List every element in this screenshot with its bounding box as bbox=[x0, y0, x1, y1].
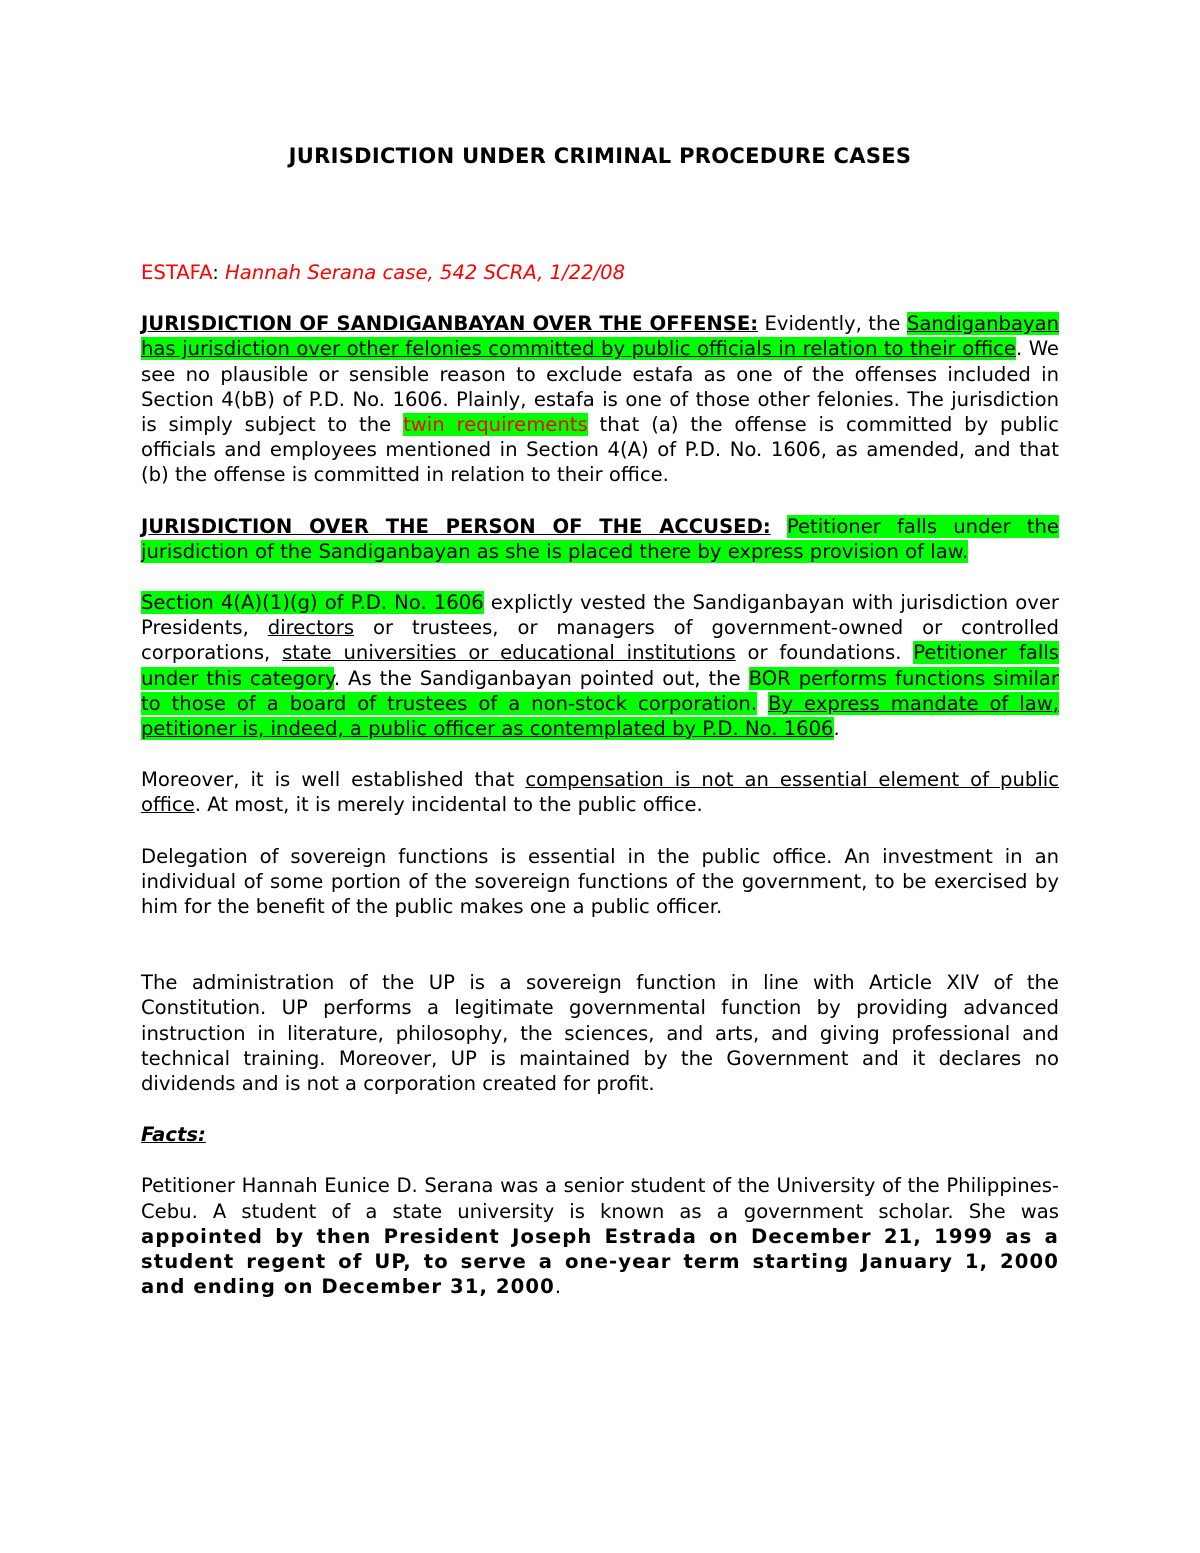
case-citation: Hannah Serana case, 542 SCRA, 1/22/08 bbox=[225, 261, 626, 284]
paragraph-text: Evidently, the bbox=[758, 312, 907, 336]
paragraph-text: . We see no plausible or sensible reason to exclude estafa as one of the offenses included in Section 4(bB) of P.D. No. 1606. Plainly, estafa is one of those other felonies. The jurisdiction is simply subject to the bbox=[141, 337, 1059, 437]
underline-directors: directors bbox=[267, 616, 355, 640]
facts-heading bbox=[141, 1122, 1059, 1147]
document-title: JURISDICTION UNDER CRIMINAL PROCEDURE CASES bbox=[288, 144, 912, 168]
offense-heading: JURISDICTION OF SANDIGANBAYAN OVER THE OFFENSE: bbox=[141, 312, 759, 336]
case-line bbox=[141, 260, 1059, 285]
paragraph-compensation bbox=[141, 767, 1059, 817]
highlight-jurisdiction: Sandiganbayan has jurisdiction over other felonies committed by public officials in relation to their office bbox=[141, 312, 1059, 361]
highlight-category: Petitioner falls under this category bbox=[141, 641, 1059, 690]
paragraph-text: Moreover, it is well established that bbox=[141, 768, 526, 792]
paragraph-text bbox=[771, 515, 787, 538]
paragraph-delegation: Delegation of sovereign functions is essential in the public office. An investment in an individual of some portion of the sovereign functions of the government, to be exercised by him for the benefit of the public makes one a public officer. bbox=[141, 844, 1059, 919]
paragraph-text: . At most, it is merely incidental to the public office. bbox=[194, 793, 703, 817]
paragraph-text: that (a) the offense is committed by public officials and employees mentioned in Section 4(A) of P.D. No. 1606, as amended, and that (b) the offense is committed in relation to their office. bbox=[141, 413, 1059, 487]
paragraph-facts bbox=[141, 1173, 1059, 1299]
highlight-petitioner: Petitioner falls under the jurisdiction of the Sandiganbayan as she is placed there by express provision of law. bbox=[141, 514, 1059, 563]
underline-state-universities: state universities or educational institutions bbox=[282, 641, 736, 665]
highlight-bor: BOR performs functions similar to those of a board of trustees of a non-stock corporation. bbox=[141, 666, 1059, 715]
paragraph-text: explictly vested the Sandiganbayan with jurisdiction over Presidents, bbox=[141, 591, 1059, 640]
paragraph-up-administration: The administration of the UP is a sovereign function in line with Article XIV of the Constitution. UP performs a legitimate governmental function by providing advanced instruction in literature, philosophy, the sciences, and arts, and giving professional and technical training. Moreover, UP is maintained by the Government and it declares no dividends and is not a corporation created for profit. bbox=[141, 971, 1059, 1096]
case-colon: : bbox=[212, 261, 219, 284]
highlight-mandate: By express mandate of law, petitioner is, indeed, a public officer as contemplated by P.D. No. 1606 bbox=[141, 691, 1059, 741]
paragraph-text: . As the Sandiganbayan pointed out, the bbox=[333, 666, 749, 690]
facts-heading-text: Facts: bbox=[141, 1123, 206, 1147]
paragraph-person bbox=[141, 514, 1059, 564]
paragraph-text: . bbox=[554, 1275, 562, 1299]
paragraph-text bbox=[757, 692, 768, 715]
case-label: ESTAFA bbox=[141, 261, 213, 284]
paragraph-text: Petitioner Hannah Eunice D. Serana was a senior student of the University of the Philippines-Cebu. A student of a state university is known as a government scholar. She was bbox=[141, 1174, 1059, 1223]
highlight-twin-requirements: twin requirements bbox=[403, 413, 588, 437]
person-heading: JURISDICTION OVER THE PERSON OF THE ACCUSED: bbox=[141, 514, 771, 538]
paragraph-text: . bbox=[833, 717, 840, 741]
underline-compensation: compensation is not an essential element of public office bbox=[141, 768, 1059, 817]
paragraph-text: or foundations. bbox=[735, 641, 914, 665]
paragraph-offense bbox=[141, 311, 1059, 487]
paragraph-section bbox=[141, 590, 1059, 741]
bold-appointment: appointed by then President Joseph Estrada on December 21, 1999 as a student regent of UP, to serve a one-year term starting January 1, 2000 and ending on December 31, 2000 bbox=[141, 1224, 1059, 1299]
paragraph-text: or trustees, or managers of government-owned or controlled corporations, bbox=[141, 616, 1059, 665]
document-page bbox=[141, 140, 1059, 1300]
highlight-section: Section 4(A)(1)(g) of P.D. No. 1606 bbox=[141, 591, 484, 615]
